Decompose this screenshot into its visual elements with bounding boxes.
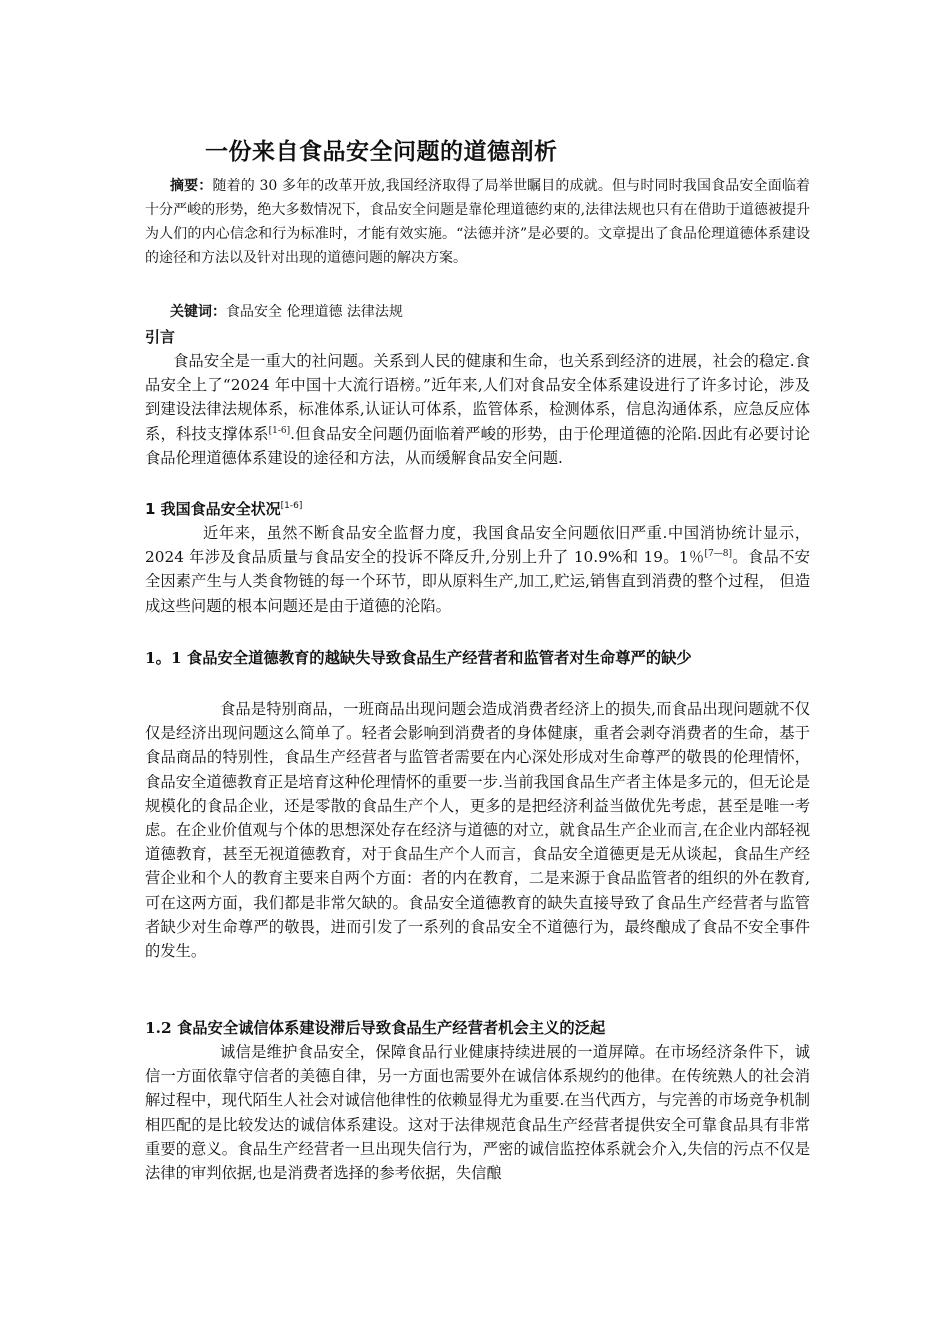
document-title: 一份来自食品安全问题的道德剖析 bbox=[205, 139, 558, 165]
section1-heading-citation: [1-6] bbox=[280, 501, 303, 511]
abstract-label: 摘要： bbox=[170, 178, 213, 194]
section1-1-paragraph: 食品是特别商品，一班商品出现问题会造成消费者经济上的损失,而食品出现问题就不仅仅是经济出现问题这么简单了。轻者会影响到消费者的身体健康，重者会剥夺消费者的生命，基于食品商品的特别性，食品生产经营者与监管者需要在内心深处形成对生命尊严的敬畏的伦理情怀，食品安全道德教育正是培育这种伦理情怀的重要一步.当前我国食品生产者主体是多元的，但无论是规模化的食品企业，还是零散的食品生产个人，更多的是把经济利益当做优先考虑，甚至是唯一考虑。在企业价值观与个体的思想深处存在经济与道德的对立，就食品生产企业而言,在企业内部轻视道德教育，甚至无视道德教育，对于食品生产个人而言，食品安全道德更是无从谈起，食品生产经营企业和个人的教育主要来自两个方面：者的内在教育，二是来源于食品监管者的组织的外在教育,可在这两方面，我们都是非常欠缺的。食品安全道德教育的缺失直接导致了食品生产经营者与监管者缺少对生命尊严的敬畏，进而引发了一系列的食品安全不道德行为，最终酿成了食品不安全事件的发生。 bbox=[145, 700, 810, 961]
section1-paragraph bbox=[145, 521, 810, 618]
intro-paragraph bbox=[145, 349, 810, 470]
keywords bbox=[145, 300, 810, 324]
keywords-label: 关键词： bbox=[170, 304, 226, 320]
section1-heading bbox=[145, 497, 302, 521]
intro-heading: 引言 bbox=[145, 328, 176, 346]
section1-1-heading: 1。1 食品安全道德教育的越缺失导致食品生产经营者和监管者对生命尊严的缺少 bbox=[145, 649, 692, 667]
keywords-text: 食品安全 伦理道德 法律法规 bbox=[226, 304, 403, 320]
abstract-text: 随着的 30 多年的改革开放,我国经济取得了局举世瞩目的成就。但与时同时我国食品安全面临着十分严峻的形势，绝大多数情况下，食品安全问题是靠伦理道德约束的,法律法规也只有在借助于道德被提升为人们的内心信念和行为标准时，才能有效实施。“法德并济”是必要的。文章提出了食品伦理道德体系建设的途径和方法以及针对出现的道德问题的解决方案。 bbox=[145, 178, 811, 266]
section1-2-heading: 1.2 食品安全诚信体系建设滞后导致食品生产经营者机会主义的泛起 bbox=[145, 1019, 606, 1037]
intro-citation: [1-6] bbox=[268, 425, 291, 436]
section1-citation: [7—8] bbox=[704, 549, 732, 560]
abstract bbox=[145, 174, 810, 270]
section1-text-a: 近年来，虽然不断食品安全监督力度，我国食品安全问题依旧严重.中国消协统计显示，2024 年涉及食品质量与食品安全的投诉不降反升,分别上升了 10.9%和 19。1％ bbox=[145, 524, 810, 567]
intro-text-a: 食品安全是一重大的社问题。关系到人民的健康和生命，也关系到经济的进展，社会的稳定.食品安全上了“2024 年中国十大流行语榜。”近年来,人们对食品安全体系建设进行了许多讨论，涉及到建设法律法规体系，标准体系,认证认可体系，监管体系，检测体系，信息沟通体系，应急反应体系，科技支撑体系 bbox=[145, 352, 810, 443]
section1-text-b: 。食品不安全因素产生与人类食物链的每一个环节，即从原料生产,加工,贮运,销售直到消费的整个过程， 但造成这些问题的根本问题还是由于道德的沦陷。 bbox=[145, 548, 810, 615]
section1-heading-text: 1 我国食品安全状况 bbox=[145, 500, 281, 518]
intro-text-b: .但食品安全问题仍面临着严峻的形势，由于伦理道德的沦陷.因此有必要讨论食品伦理道德体系建设的途径和方法，从而缓解食品安全问题. bbox=[145, 424, 810, 467]
section1-2-paragraph: 诚信是维护食品安全，保障食品行业健康持续进展的一道屏障。在市场经济条件下，诚信一方面依靠守信者的美德自律，另一方面也需要外在诚信体系规约的他律。在传统熟人的社会消解过程中，现代陌生人社会对诚信他律性的依赖显得尤为重要.在当代西方，与完善的市场竞争机制相匹配的是比较发达的诚信体系建设。这对于法律规范食品生产经营者提供安全可靠食品具有非常重要的意义。食品生产经营者一旦出现失信行为，严密的诚信监控体系就会介入,失信的污点不仅是法律的审判依据,也是消费者选择的参考依据，失信酿 bbox=[145, 1043, 810, 1183]
